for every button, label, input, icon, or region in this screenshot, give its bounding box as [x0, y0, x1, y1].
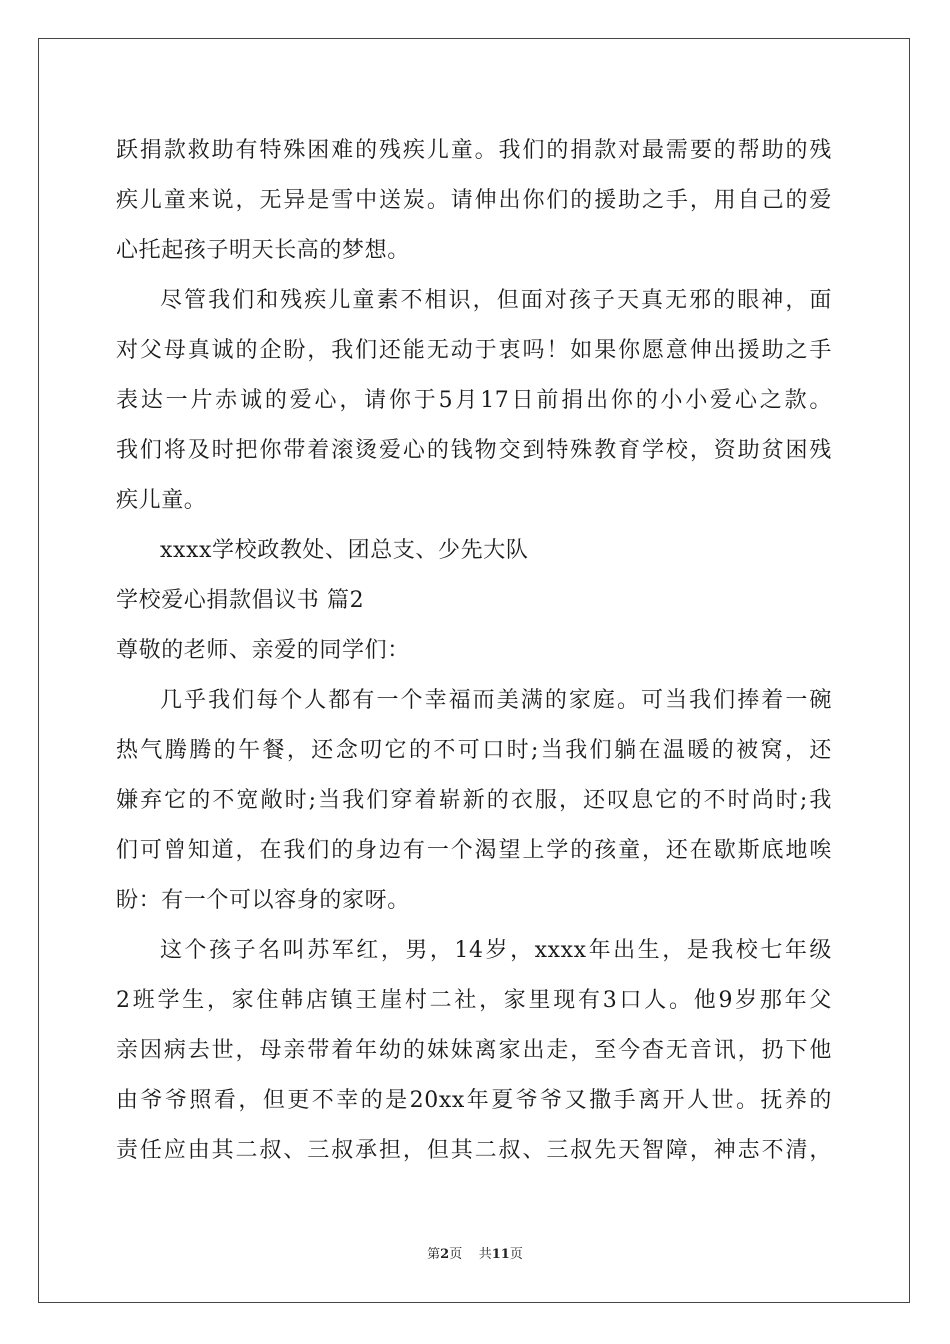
- body-line: 责任应由其二叔、三叔承担，但其二叔、三叔先天智障，神志不清，: [116, 1138, 832, 1163]
- body-line: 我们将及时把你带着滚烫爱心的钱物交到特殊教育学校，资助贫困残: [116, 438, 832, 463]
- body-line: 亲因病去世，母亲带着年幼的妹妹离家出走，至今杳无音讯，扔下他: [116, 1038, 832, 1063]
- body-line: 嫌弃它的不宽敞时;当我们穿着崭新的衣服，还叹息它的不时尚时;我: [116, 788, 832, 813]
- body-line: 由爷爷照看，但更不幸的是20xx年夏爷爷又撒手离开人世。抚养的: [116, 1088, 832, 1113]
- body-line: 心托起孩子明天长高的梦想。: [116, 238, 410, 263]
- body-line: 跃捐款救助有特殊困难的残疾儿童。我们的捐款对最需要的帮助的残: [116, 138, 832, 163]
- body-line: 盼：有一个可以容身的家呀。: [116, 888, 410, 913]
- body-line: 疾儿童来说，无异是雪中送炭。请伸出你们的援助之手，用自己的爱: [116, 188, 832, 213]
- total-page-count: 11: [491, 1247, 510, 1262]
- footer-page-suffix: 页: [449, 1247, 463, 1262]
- footer-total-suffix: 页: [509, 1247, 523, 1262]
- section-title: 学校爱心捐款倡议书 篇2: [116, 588, 365, 613]
- body-line: 尽管我们和残疾儿童素不相识，但面对孩子天真无邪的眼神，面: [160, 288, 832, 313]
- body-line: 对父母真诚的企盼，我们还能无动于衷吗！如果你愿意伸出援助之手: [116, 338, 832, 363]
- body-line: 们可曾知道，在我们的身边有一个渴望上学的孩童，还在歇斯底地唉: [116, 838, 832, 863]
- body-line: 这个孩子名叫苏军红，男，14岁，xxxx年出生，是我校七年级: [160, 938, 832, 963]
- body-line: 几乎我们每个人都有一个幸福而美满的家庭。可当我们捧着一碗: [160, 688, 832, 713]
- signature-line: xxxx学校政教处、团总支、少先大队: [160, 538, 529, 563]
- footer-total-prefix: 共: [478, 1247, 492, 1262]
- footer-prefix: 第: [427, 1247, 441, 1262]
- body-line: 疾儿童。: [116, 488, 207, 513]
- current-page-number: 2: [440, 1247, 450, 1262]
- body-line: 表达一片赤诚的爱心，请你于5月17日前捐出你的小小爱心之款。: [116, 388, 832, 413]
- body-line: 2班学生，家住韩店镇王崖村二社，家里现有3口人。他9岁那年父: [116, 988, 832, 1013]
- salutation: 尊敬的老师、亲爱的同学们：: [116, 638, 410, 663]
- body-line: 热气腾腾的午餐，还念叨它的不可口时;当我们躺在温暖的被窝，还: [116, 738, 832, 763]
- page-footer: [0, 1246, 950, 1264]
